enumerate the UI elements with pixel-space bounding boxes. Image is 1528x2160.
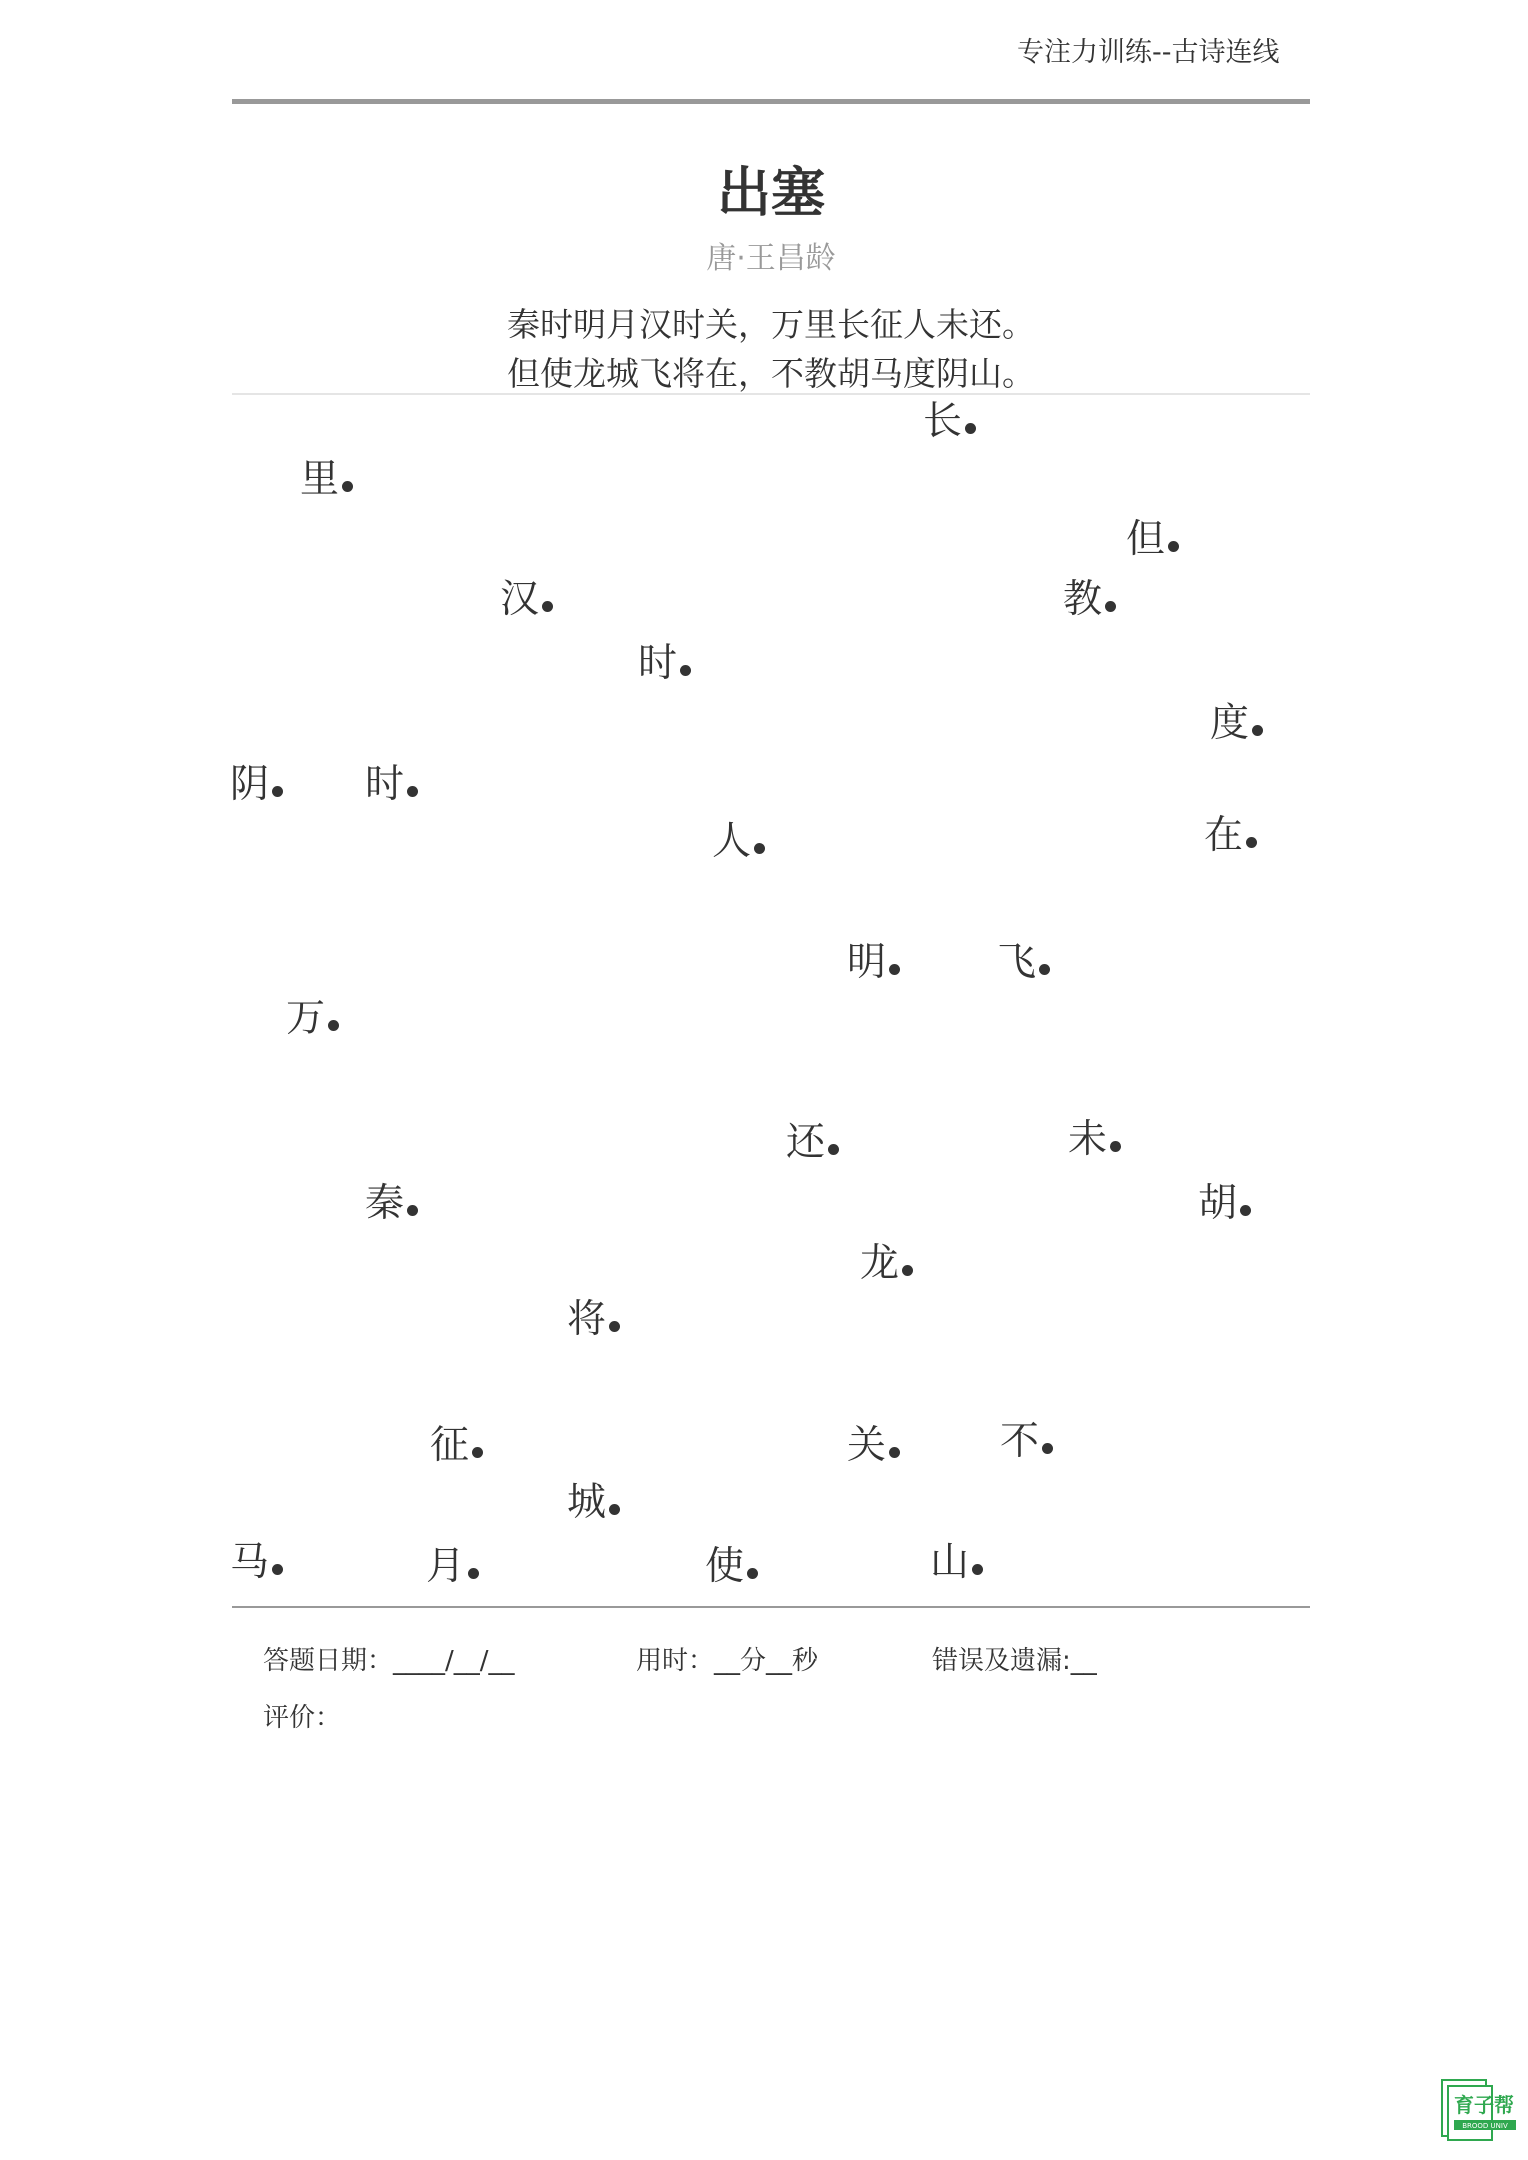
puzzle-char-label: 万 — [286, 996, 326, 1041]
puzzle-char[interactable] — [230, 763, 283, 807]
puzzle-char-label: 关 — [847, 1423, 887, 1468]
brand-logo-text: 育子帮 — [1454, 2093, 1514, 2117]
error-count-field[interactable]: 错误及遗漏:__ — [932, 1646, 1097, 1676]
puzzle-char[interactable] — [638, 642, 691, 686]
brand-logo-subtext: BROOD UNIV — [1462, 2122, 1508, 2130]
puzzle-char-label: 未 — [1068, 1117, 1108, 1162]
puzzle-char[interactable] — [365, 1182, 418, 1226]
poem-line: 秦时明月汉时关，万里长征人未还。 — [507, 305, 1035, 344]
puzzle-char[interactable] — [1000, 1420, 1053, 1464]
puzzle-char[interactable] — [500, 578, 553, 622]
puzzle-char[interactable] — [705, 1545, 758, 1589]
puzzle-char-label: 飞 — [997, 940, 1037, 985]
connect-dot[interactable] — [542, 601, 553, 612]
connect-dot[interactable] — [609, 1504, 620, 1515]
connect-dot[interactable] — [1039, 964, 1050, 975]
puzzle-char[interactable] — [567, 1481, 620, 1525]
puzzle-char-label: 里 — [300, 457, 340, 502]
puzzle-char-label: 将 — [567, 1297, 607, 1342]
puzzle-char-label: 胡 — [1198, 1181, 1238, 1226]
connect-dot[interactable] — [468, 1568, 479, 1579]
puzzle-char-label: 征 — [430, 1423, 470, 1468]
connect-dot[interactable] — [889, 1447, 900, 1458]
connect-dot[interactable] — [609, 1321, 620, 1332]
puzzle-char-label: 明 — [847, 940, 887, 985]
connect-dot[interactable] — [754, 843, 765, 854]
puzzle-char[interactable] — [930, 1541, 983, 1585]
time-used-field[interactable]: 用时：__分__秒 — [636, 1646, 819, 1676]
puzzle-char-label: 城 — [567, 1480, 607, 1525]
footer-divider — [232, 1606, 1310, 1608]
puzzle-char[interactable] — [712, 820, 765, 864]
puzzle-char-label: 长 — [923, 399, 963, 444]
connect-dot[interactable] — [972, 1564, 983, 1575]
puzzle-char[interactable] — [286, 997, 339, 1041]
puzzle-char-label: 龙 — [860, 1241, 900, 1286]
puzzle-char[interactable] — [1204, 814, 1257, 858]
puzzle-char-label: 不 — [1000, 1419, 1040, 1464]
connect-dot[interactable] — [407, 1205, 418, 1216]
puzzle-char-label: 使 — [705, 1544, 745, 1589]
poem-divider — [232, 393, 1310, 395]
puzzle-char-label: 马 — [230, 1540, 270, 1585]
puzzle-char[interactable] — [847, 941, 900, 985]
connect-dot[interactable] — [902, 1265, 913, 1276]
connect-dot[interactable] — [1246, 837, 1257, 848]
puzzle-char[interactable] — [847, 1424, 900, 1468]
puzzle-char[interactable] — [430, 1424, 483, 1468]
puzzle-char-label: 月 — [426, 1544, 466, 1589]
connect-dot[interactable] — [889, 964, 900, 975]
puzzle-char[interactable] — [230, 1541, 283, 1585]
header-divider — [232, 99, 1310, 104]
puzzle-char[interactable] — [997, 941, 1050, 985]
puzzle-char-label: 时 — [638, 641, 678, 686]
puzzle-char[interactable] — [1210, 702, 1263, 746]
poem-author: 唐·王昌龄 — [706, 241, 836, 276]
puzzle-char-label: 还 — [786, 1120, 826, 1165]
puzzle-char[interactable] — [300, 458, 353, 502]
connect-dot[interactable] — [1110, 1141, 1121, 1152]
puzzle-char[interactable] — [860, 1242, 913, 1286]
connect-dot[interactable] — [1042, 1443, 1053, 1454]
connect-dot[interactable] — [472, 1447, 483, 1458]
puzzle-char-label: 度 — [1210, 701, 1250, 746]
puzzle-char-label: 山 — [930, 1540, 970, 1585]
answer-date-field[interactable]: 答题日期：____/__/__ — [263, 1646, 515, 1676]
puzzle-char[interactable] — [365, 763, 418, 807]
brand-logo-graphic — [1440, 2078, 1522, 2142]
connect-dot[interactable] — [272, 1564, 283, 1575]
connect-dot[interactable] — [272, 786, 283, 797]
brand-logo — [1440, 2078, 1522, 2142]
puzzle-char-label: 人 — [712, 819, 752, 864]
puzzle-char[interactable] — [1063, 578, 1116, 622]
poem-line: 但使龙城飞将在，不教胡马度阴山。 — [507, 354, 1035, 393]
puzzle-char[interactable] — [567, 1298, 620, 1342]
connect-dot[interactable] — [965, 423, 976, 434]
evaluation-field[interactable]: 评价： — [263, 1703, 342, 1733]
header-title: 专注力训练--古诗连线 — [1017, 37, 1280, 68]
puzzle-char-label: 时 — [365, 762, 405, 807]
connect-dot[interactable] — [747, 1568, 758, 1579]
puzzle-char[interactable] — [1198, 1182, 1251, 1226]
connect-dot[interactable] — [680, 665, 691, 676]
puzzle-char-label: 汉 — [500, 577, 540, 622]
connect-dot[interactable] — [828, 1144, 839, 1155]
connect-dot[interactable] — [342, 481, 353, 492]
poem-title: 出塞 — [717, 161, 825, 224]
connect-dot[interactable] — [328, 1020, 339, 1031]
puzzle-char-label: 在 — [1204, 813, 1244, 858]
connect-dot[interactable] — [407, 786, 418, 797]
puzzle-char[interactable] — [786, 1121, 839, 1165]
connect-dot[interactable] — [1105, 601, 1116, 612]
puzzle-char-label: 阴 — [230, 762, 270, 807]
puzzle-char-label: 教 — [1063, 577, 1103, 622]
connect-dot[interactable] — [1252, 725, 1263, 736]
puzzle-char[interactable] — [426, 1545, 479, 1589]
puzzle-char-label: 但 — [1126, 517, 1166, 562]
puzzle-char[interactable] — [1068, 1118, 1121, 1162]
connect-dot[interactable] — [1168, 541, 1179, 552]
connect-dot[interactable] — [1240, 1205, 1251, 1216]
puzzle-char-label: 秦 — [365, 1181, 405, 1226]
puzzle-char[interactable] — [1126, 518, 1179, 562]
puzzle-char[interactable] — [923, 400, 976, 444]
